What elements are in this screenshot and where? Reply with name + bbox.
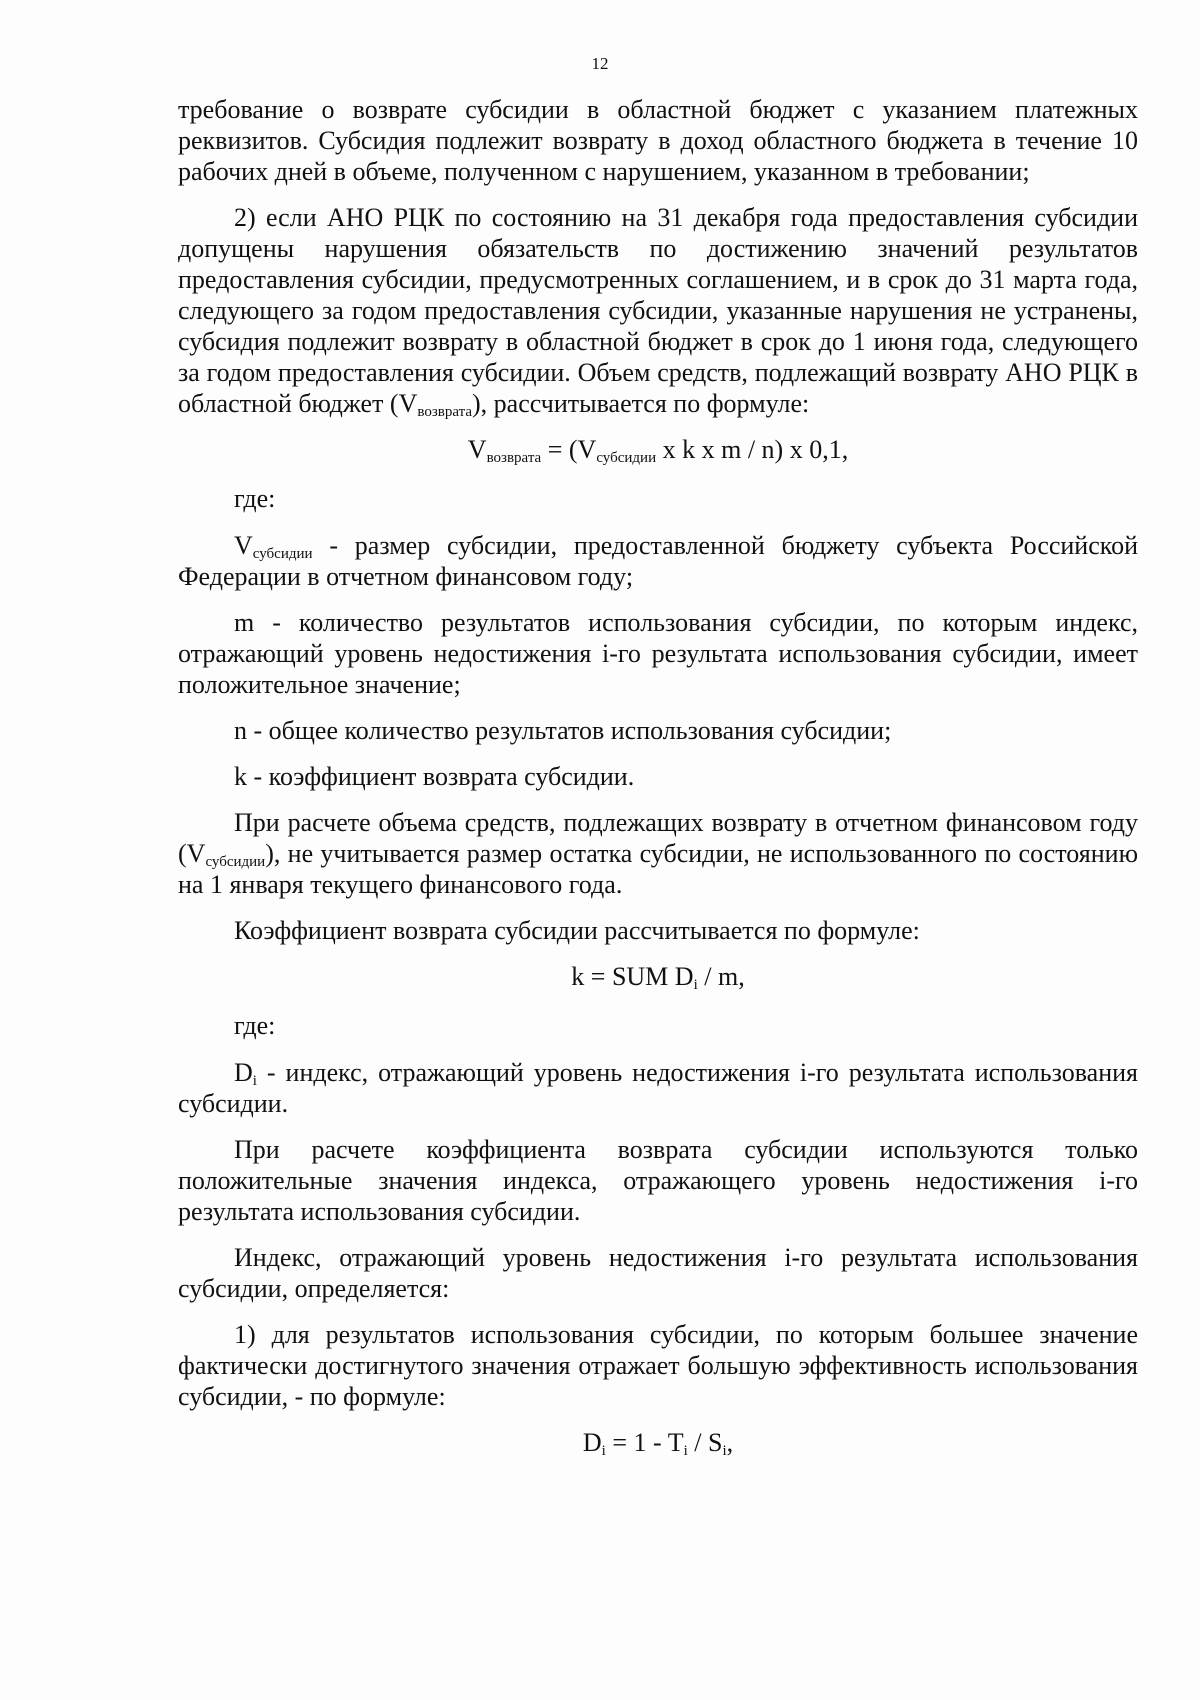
formula-v: V: [467, 435, 487, 464]
formula-d-mid: = 1 - T: [605, 1428, 684, 1457]
formula-tail: x k x m / n) x 0,1,: [656, 435, 849, 464]
paragraph-requirement: требование о возврате субсидии в областной бюджет с указанием платежных реквизитов. Субсидия подлежит возврату в доход областного бюджета в течение 10 рабочих дней в объеме, полученном с нарушением, указанном в требовании;: [178, 95, 1138, 186]
paragraph-calculation-text: При расчете объема средств, подлежащих возврату в отчетном финансовом году (V: [178, 808, 1138, 868]
formula-slash: / S: [687, 1428, 723, 1457]
paragraph-calculation: [178, 807, 1138, 900]
definition-d-symbol: D: [234, 1058, 253, 1087]
formula-mid: = (V: [541, 435, 597, 464]
paragraph-calculation-tail: ), не учитывается размер остатка субсидии, не использованного по состоянию на 1 января текущего финансового года.: [178, 839, 1138, 899]
definition-v-sub: субсидии: [252, 546, 313, 562]
subscript-return: возврата: [417, 404, 473, 420]
definition-n: n - общее количество результатов использования субсидии;: [234, 716, 892, 745]
formula-mid-sub: субсидии: [596, 450, 657, 466]
definition-d-text: - индекс, отражающий уровень недостижения i-го результата использования субсидии.: [178, 1058, 1138, 1118]
formula-index: [178, 1427, 1138, 1458]
definition-d-sub: i: [252, 1073, 257, 1089]
definition-k: k - коэффициент возврата субсидии.: [234, 762, 635, 791]
page-number: 12: [591, 54, 609, 73]
formula-s-sub: i: [722, 1443, 727, 1459]
formula-t-sub: i: [683, 1443, 688, 1459]
formula-v-sub: возврата: [486, 450, 542, 466]
paragraph-case-2-text: 2) если АНО РЦК по состоянию на 31 декабря года предоставления субсидии допущены нарушения обязательств по достижению значений результатов предоставления субсидии, предусмотренных соглашением, и в срок до 31 марта года, следующего за годом предоставления субсидии, указанные нарушения не устранены, субсидия подлежит возврату в областной бюджет в срок до 1 июня года, следующего за годом предоставления субсидии. Объем средств, подлежащий возврату АНО РЦК в областной бюджет (V: [178, 203, 1138, 418]
formula-coefficient: [178, 961, 1138, 992]
formula-k-sub: i: [693, 977, 698, 993]
definition-d: [178, 1057, 1138, 1119]
formula-d-tail: ,: [726, 1428, 734, 1457]
definition-v-text: - размер субсидии, предоставленной бюджету субъекта Российской Федерации в отчетном финансовом году;: [178, 531, 1138, 591]
formula-d: D: [582, 1428, 602, 1457]
formula-return-volume: [178, 434, 1138, 465]
paragraph-index-definition: Индекс, отражающий уровень недостижения i-го результата использования субсидии, определяется:: [178, 1243, 1138, 1303]
where-label-1: где:: [234, 484, 276, 513]
paragraph-case-2: [178, 202, 1138, 419]
definition-m: m - количество результатов использования субсидии, по которым индекс, отражающий уровень недостижения i-го результата использования субсидии, имеет положительное значение;: [178, 608, 1138, 699]
paragraph-case-2-tail: ), рассчитывается по формуле:: [472, 389, 810, 418]
definition-v-subsidy: [178, 530, 1138, 592]
paragraph-calculation-sub: субсидии: [205, 854, 266, 870]
where-label-2: где:: [234, 1011, 276, 1040]
paragraph-coefficient: Коэффициент возврата субсидии рассчитывается по формуле:: [234, 916, 920, 945]
paragraph-case-1: 1) для результатов использования субсидии, по которым большее значение фактически достигнутого значения отражает большую эффективность использования субсидии, - по формуле:: [178, 1320, 1138, 1411]
formula-d-sub: i: [601, 1443, 606, 1459]
paragraph-positive-values: При расчете коэффициента возврата субсидии используются только положительные значения индекса, отражающего уровень недостижения i-го результата использования субсидии.: [178, 1135, 1138, 1226]
formula-k-head: k = SUM D: [571, 962, 694, 991]
definition-v: V: [234, 531, 253, 560]
document-body: [178, 94, 1138, 1476]
formula-k-tail: / m,: [697, 962, 745, 991]
